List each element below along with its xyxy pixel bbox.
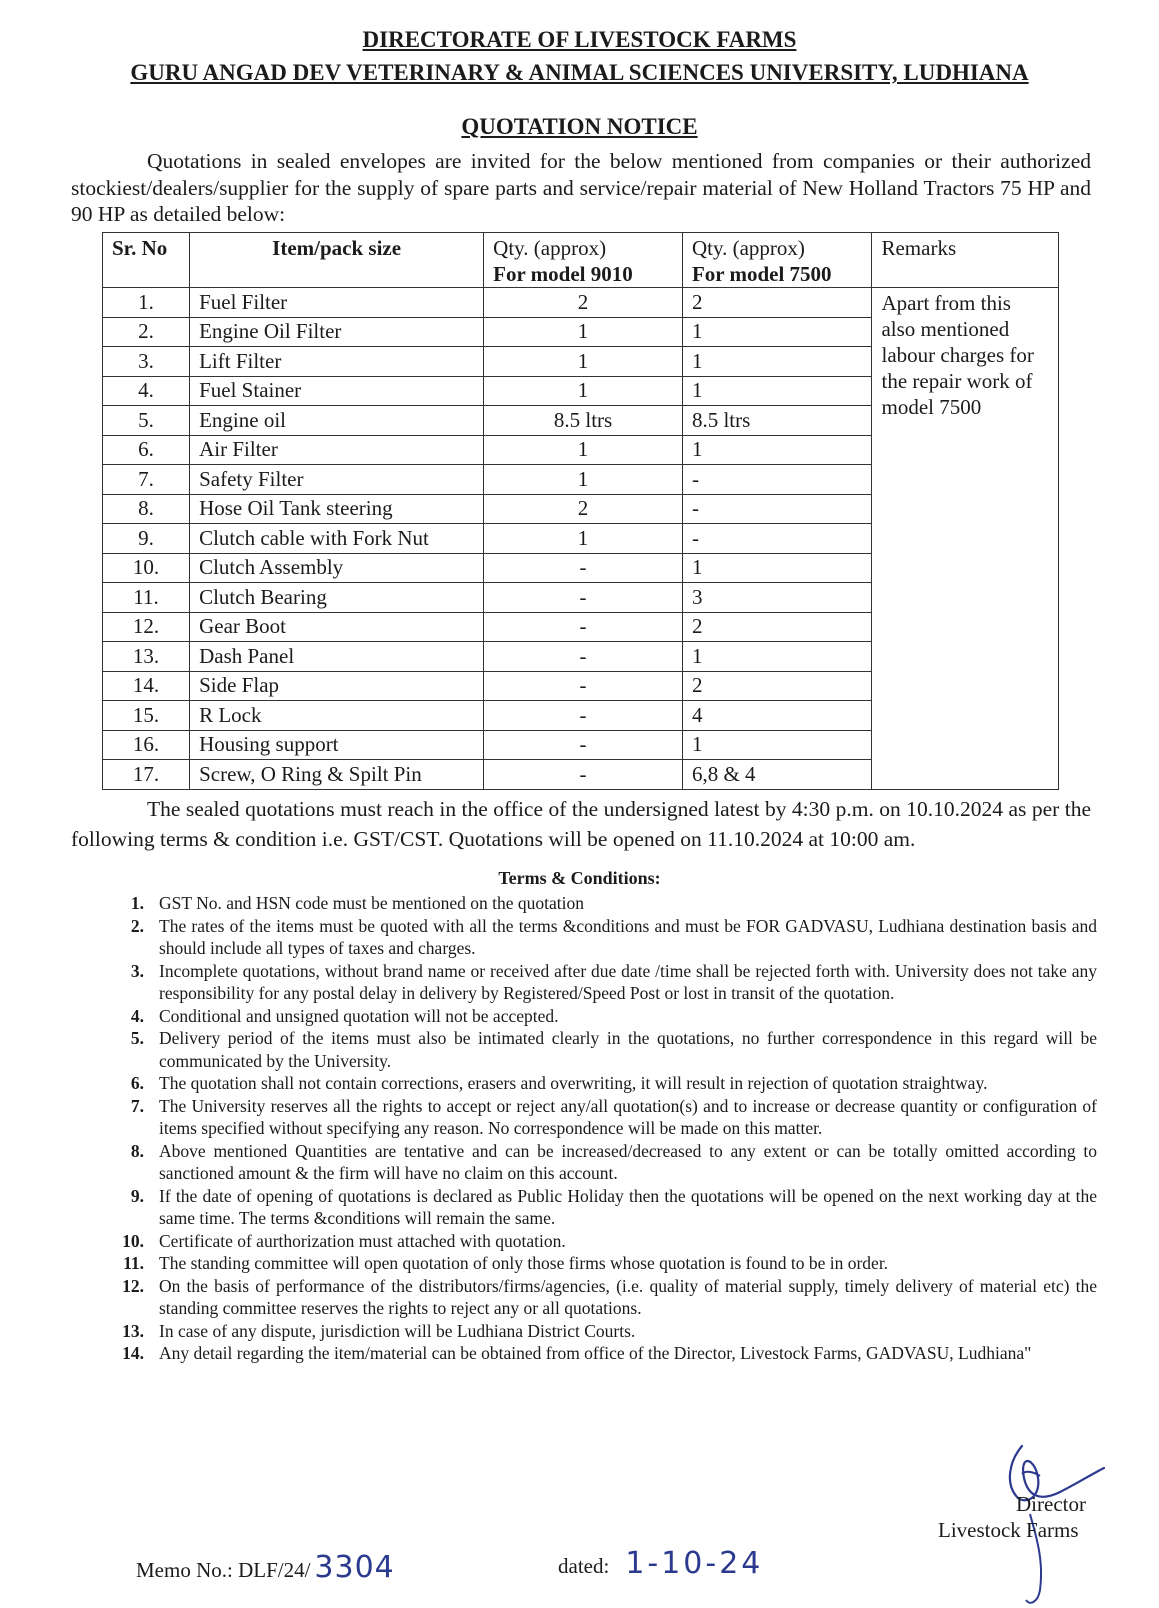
- qty-7500-cell: 1: [682, 376, 872, 406]
- term-item: [112, 1027, 1097, 1072]
- qty-7500-cell: 2: [682, 612, 872, 642]
- term-number: 1.: [130, 893, 144, 913]
- sr-cell: 10.: [103, 553, 190, 583]
- term-text: Conditional and unsigned quotation will not be accepted.: [159, 1005, 559, 1026]
- item-cell: Engine Oil Filter: [190, 317, 484, 347]
- terms-list: [112, 892, 1097, 1365]
- term-item: [112, 1072, 1097, 1095]
- term-item: [112, 1095, 1097, 1140]
- intro-paragraph: Quotations in sealed envelopes are invited for the below mentioned from companies or their authorized stockiest/dealers/supplier for the supply of spare parts and service/repair material of New Holland Tractors 75 HP and 90 HP as detailed below:: [71, 149, 1091, 226]
- notice-title: QUOTATION NOTICE: [461, 114, 698, 139]
- qty-9010-cell: -: [484, 553, 683, 583]
- term-number: 5.: [130, 1028, 144, 1048]
- item-cell: Screw, O Ring & Spilt Pin: [190, 760, 484, 790]
- term-number: 13.: [122, 1320, 144, 1341]
- sr-cell: 15.: [103, 701, 190, 731]
- sr-cell: 14.: [103, 671, 190, 701]
- item-cell: Fuel Stainer: [190, 376, 484, 406]
- table-header-row: [103, 233, 1059, 288]
- qty-7500-cell: 1: [682, 317, 872, 347]
- qty-7500-cell: -: [682, 465, 872, 495]
- term-text: Any detail regarding the item/material can be obtained from office of the Director, Livestock Farms, GADVASU, Ludhiana": [159, 1343, 1032, 1363]
- term-text: Delivery period of the items must also be intimated clearly in the quotations, no further correspondence in this regard will be communicated by the University.: [159, 1028, 1097, 1071]
- term-number: 11.: [123, 1253, 144, 1273]
- handwritten-date: 1-10-24: [625, 1546, 764, 1581]
- term-item: [112, 1342, 1097, 1365]
- item-cell: Engine oil: [190, 406, 484, 436]
- qty-9010-cell: -: [484, 612, 683, 642]
- header-university: GURU ANGAD DEV VETERINARY & ANIMAL SCIENCES UNIVERSITY, LUDHIANA: [130, 60, 1029, 85]
- qty-7500-cell: 8.5 ltrs: [682, 406, 872, 436]
- item-cell: Clutch cable with Fork Nut: [190, 524, 484, 554]
- remarks-cell: Apart from this also mentioned labour charges for the repair work of model 7500: [872, 288, 1059, 790]
- term-number: 7.: [130, 1095, 144, 1116]
- term-number: 10.: [122, 1230, 144, 1251]
- qty-7500-cell: 6,8 & 4: [682, 760, 872, 790]
- qty-9010-cell: 1: [484, 524, 683, 554]
- sr-cell: 12.: [103, 612, 190, 642]
- dated-label: dated:: [558, 1554, 610, 1578]
- item-cell: Clutch Assembly: [190, 553, 484, 583]
- qty-7500-cell: 1: [682, 553, 872, 583]
- sr-cell: 7.: [103, 465, 190, 495]
- item-cell: Safety Filter: [190, 465, 484, 495]
- term-text: Incomplete quotations, without brand name or received after due date /time shall be rejected forth with. University does not take any responsibility for any postal delay in delivery by Registered/Speed Post or lost in transit of the quotation.: [159, 960, 1097, 1003]
- qty-7500-cell: 4: [682, 701, 872, 731]
- sr-cell: 4.: [103, 376, 190, 406]
- term-text: Above mentioned Quantities are tentative and can be increased/decreased to any extent or can be totally omitted according to sanctioned amount & the firm will have no claim on this account.: [159, 1140, 1097, 1183]
- header-directorate: DIRECTORATE OF LIVESTOCK FARMS: [362, 27, 797, 52]
- term-item: [112, 1275, 1097, 1320]
- qty-7500-cell: 1: [682, 642, 872, 672]
- qty-9010-cell: -: [484, 701, 683, 731]
- term-item: [112, 1005, 1097, 1028]
- term-text: The quotation shall not contain corrections, erasers and overwriting, it will result in rejection of quotation straightway.: [159, 1073, 988, 1093]
- qty-7500-cell: -: [682, 494, 872, 524]
- sr-cell: 3.: [103, 347, 190, 377]
- sr-cell: 6.: [103, 435, 190, 465]
- header-item: Item/pack size: [190, 233, 484, 288]
- header-remarks: Remarks: [872, 233, 1059, 288]
- memo-date: [558, 1546, 763, 1581]
- term-item: [112, 1140, 1097, 1185]
- term-number: 6.: [130, 1073, 144, 1093]
- qty-7500-cell: 2: [682, 671, 872, 701]
- items-table: [102, 232, 1059, 790]
- memo-label: Memo No.: DLF/24/: [136, 1558, 311, 1582]
- term-text: The standing committee will open quotation of only those firms whose quotation is found to be in order.: [159, 1253, 889, 1273]
- term-number: 14.: [122, 1343, 144, 1363]
- term-text: The rates of the items must be quoted with all the terms &conditions and must be FOR GADVASU, Ludhiana destination basis and should include all types of taxes and charges.: [159, 915, 1097, 958]
- header-qty-9010: [484, 233, 683, 288]
- term-text: GST No. and HSN code must be mentioned on the quotation: [159, 893, 584, 913]
- signatory-title: Director: [1016, 1492, 1086, 1516]
- sr-cell: 2.: [103, 317, 190, 347]
- term-number: 9.: [130, 1185, 144, 1206]
- qty-7500-cell: 1: [682, 347, 872, 377]
- qty-7500-cell: 1: [682, 730, 872, 760]
- item-cell: Dash Panel: [190, 642, 484, 672]
- sr-cell: 5.: [103, 406, 190, 436]
- qty-7500-cell: -: [682, 524, 872, 554]
- term-text: Certificate of aurthorization must attached with quotation.: [159, 1230, 566, 1251]
- item-cell: Air Filter: [190, 435, 484, 465]
- term-text: In case of any dispute, jurisdiction will be Ludhiana District Courts.: [159, 1320, 636, 1341]
- term-number: 3.: [130, 960, 144, 981]
- term-item: [112, 915, 1097, 960]
- item-cell: Lift Filter: [190, 347, 484, 377]
- qty-9010-cell: -: [484, 730, 683, 760]
- term-text: On the basis of performance of the distributors/firms/agencies, (i.e. quality of material supply, timely delivery of material etc) the standing committee reserves the rights to reject any or all quotations.: [159, 1275, 1097, 1318]
- closing-paragraph: The sealed quotations must reach in the office of the undersigned latest by 4:30 p.m. on 10.10.2024 as per the following terms & condition i.e. GST/CST. Quotations will be opened on 11.10.2024 at 10:00 am.: [71, 797, 1091, 851]
- qty-9010-cell: 1: [484, 465, 683, 495]
- qty-9010-cell: -: [484, 642, 683, 672]
- term-item: [112, 1252, 1097, 1275]
- sr-cell: 17.: [103, 760, 190, 790]
- qty-9010-cell: 1: [484, 317, 683, 347]
- qty-9010-cell: 1: [484, 435, 683, 465]
- term-item: [112, 1185, 1097, 1230]
- term-item: [112, 960, 1097, 1005]
- memo-number: [136, 1550, 395, 1585]
- qty-7500-cell: 3: [682, 583, 872, 613]
- table-row: [103, 288, 1059, 318]
- memo-handwritten-number: 3304: [314, 1550, 395, 1585]
- item-cell: R Lock: [190, 701, 484, 731]
- sr-cell: 1.: [103, 288, 190, 318]
- qty-7500-cell: 1: [682, 435, 872, 465]
- signatory-department: Livestock Farms: [938, 1518, 1079, 1542]
- term-number: 4.: [130, 1005, 144, 1026]
- qty-9010-cell: 1: [484, 347, 683, 377]
- term-number: 2.: [130, 915, 144, 936]
- qty-9010-cell: -: [484, 760, 683, 790]
- header-qty-9010-line1: Qty. (approx): [493, 236, 607, 260]
- sr-cell: 16.: [103, 730, 190, 760]
- sr-cell: 8.: [103, 494, 190, 524]
- sr-cell: 11.: [103, 583, 190, 613]
- qty-9010-cell: -: [484, 583, 683, 613]
- header-qty-9010-line2: For model 9010: [493, 262, 633, 286]
- term-item: [112, 1230, 1097, 1253]
- term-item: [112, 892, 1097, 915]
- term-number: 12.: [122, 1275, 144, 1296]
- item-cell: Housing support: [190, 730, 484, 760]
- sr-cell: 9.: [103, 524, 190, 554]
- header-qty-7500-line1: Qty. (approx): [691, 236, 805, 260]
- qty-7500-cell: 2: [682, 288, 872, 318]
- item-cell: Hose Oil Tank steering: [190, 494, 484, 524]
- terms-title: Terms & Conditions:: [498, 868, 661, 888]
- term-text: The University reserves all the rights to accept or reject any/all quotation(s) and to increase or decrease quantity or configuration of items specified without specifying any reason. No correspondence will be made on this matter.: [159, 1095, 1097, 1138]
- header-qty-7500-line2: For model 7500: [691, 262, 832, 286]
- sr-cell: 13.: [103, 642, 190, 672]
- term-number: 8.: [130, 1140, 144, 1161]
- qty-9010-cell: 2: [484, 494, 683, 524]
- qty-9010-cell: 8.5 ltrs: [484, 406, 683, 436]
- item-cell: Clutch Bearing: [190, 583, 484, 613]
- header-qty-7500: [682, 233, 872, 288]
- item-cell: Fuel Filter: [190, 288, 484, 318]
- header-sr-no: Sr. No: [103, 233, 190, 288]
- term-text: If the date of opening of quotations is declared as Public Holiday then the quotations will be opened on the next working day at the same time. The terms &conditions will remain the same.: [159, 1185, 1097, 1228]
- qty-9010-cell: 1: [484, 376, 683, 406]
- qty-9010-cell: 2: [484, 288, 683, 318]
- qty-9010-cell: -: [484, 671, 683, 701]
- item-cell: Side Flap: [190, 671, 484, 701]
- term-item: [112, 1320, 1097, 1343]
- item-cell: Gear Boot: [190, 612, 484, 642]
